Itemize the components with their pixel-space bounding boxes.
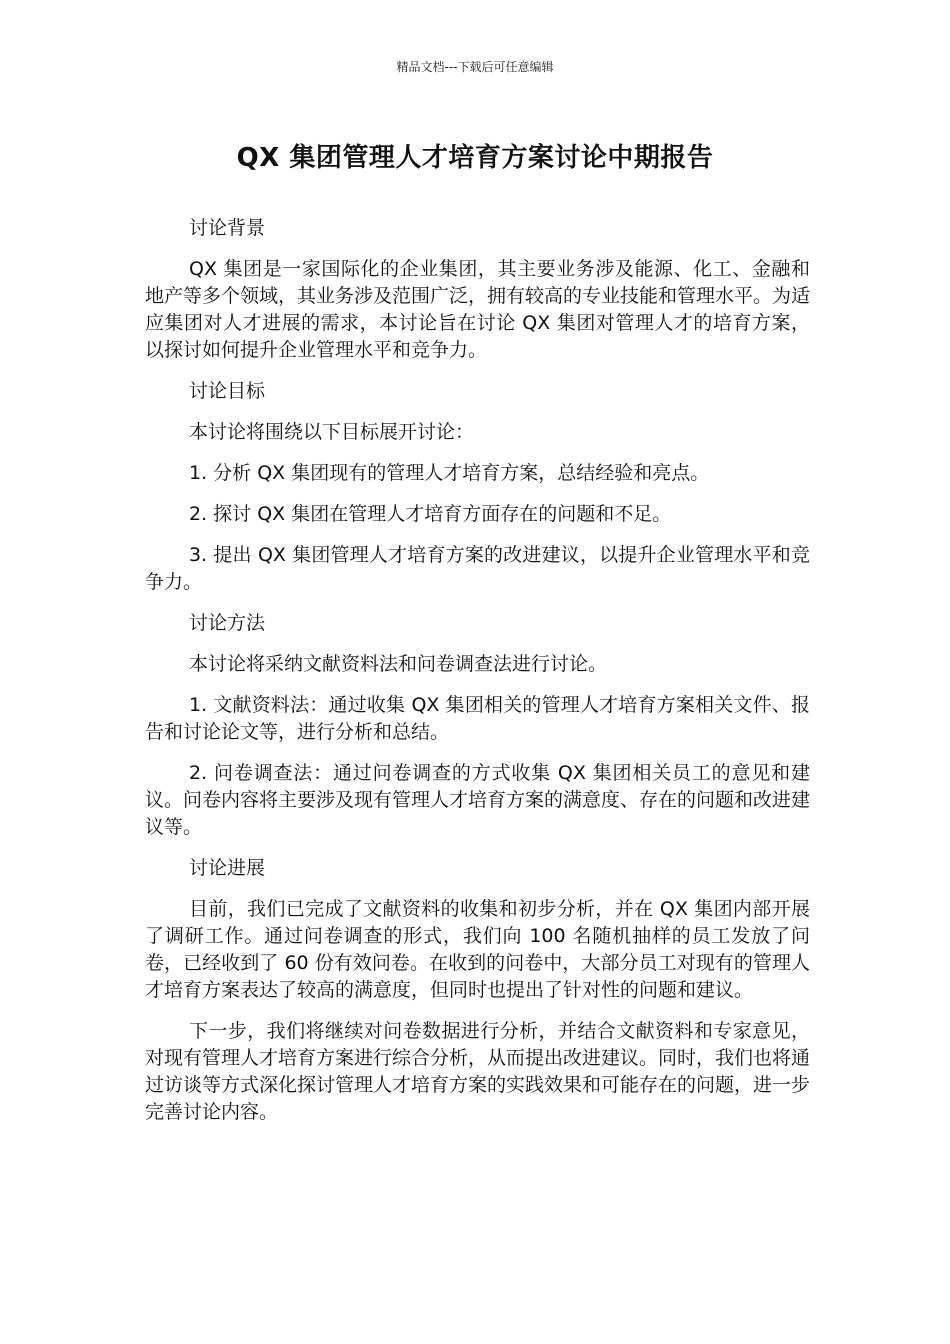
section-heading-methods: 讨论方法 xyxy=(189,612,266,634)
paragraph-background: QX 集团是一家国际化的企业集团，其主要业务涉及能源、化工、金融和地产等多个领域，其业务涉及范围广泛，拥有较高的专业技能和管理水平。为适应集团对人才进展的需求，本讨论旨在讨论 QX 集团对管理人才的培育方案，以探讨如何提升企业管理水平和竞争力。 xyxy=(145,258,811,361)
goal-item-3: 3. 提出 QX 集团管理人才培育方案的改进建议，以提升企业管理水平和竞争力。 xyxy=(145,544,810,593)
method-item-1: 1. 文献资料法：通过收集 QX 集团相关的管理人才培育方案相关文件、报告和讨论论文等，进行分析和总结。 xyxy=(145,694,810,743)
goal-item-1: 1. 分析 QX 集团现有的管理人才培育方案，总结经验和亮点。 xyxy=(189,462,710,484)
document-title: QX 集团管理人才培育方案讨论中期报告 xyxy=(236,143,714,173)
goal-item-2: 2. 探讨 QX 集团在管理人才培育方面存在的问题和不足。 xyxy=(189,503,672,525)
paragraph-goals-intro: 本讨论将围绕以下目标展开讨论： xyxy=(189,421,475,443)
section-heading-background: 讨论背景 xyxy=(189,217,266,239)
paragraph-next-steps: 下一步，我们将继续对问卷数据进行分析，并结合文献资料和专家意见，对现有管理人才培育方案进行综合分析，从而提出改进建议。同时，我们也将通过访谈等方式深化探讨管理人才培育方案的实践效果和可能存在的问题，进一步完善讨论内容。 xyxy=(145,1020,811,1123)
header-note: 精品文档---下载后可任意编辑 xyxy=(396,60,554,74)
section-heading-progress: 讨论进展 xyxy=(189,857,266,879)
document-body xyxy=(145,215,810,1140)
paragraph-progress: 目前，我们已完成了文献资料的收集和初步分析，并在 QX 集团内部开展了调研工作。通过问卷调查的形式，我们向 100 名随机抽样的员工发放了问卷，已经收到了 60 份有效问卷。在收到的问卷中，大部分员工对现有的管理人才培育方案表达了较高的满意度，但同时也提出了针对性的问题和建议。 xyxy=(145,898,810,1001)
section-heading-goals: 讨论目标 xyxy=(189,380,266,402)
paragraph-methods-intro: 本讨论将采纳文献资料法和问卷调查法进行讨论。 xyxy=(189,653,608,675)
method-item-2: 2. 问卷调查法：通过问卷调查的方式收集 QX 集团相关员工的意见和建议。问卷内容将主要涉及现有管理人才培育方案的满意度、存在的问题和改进建议等。 xyxy=(145,762,811,838)
